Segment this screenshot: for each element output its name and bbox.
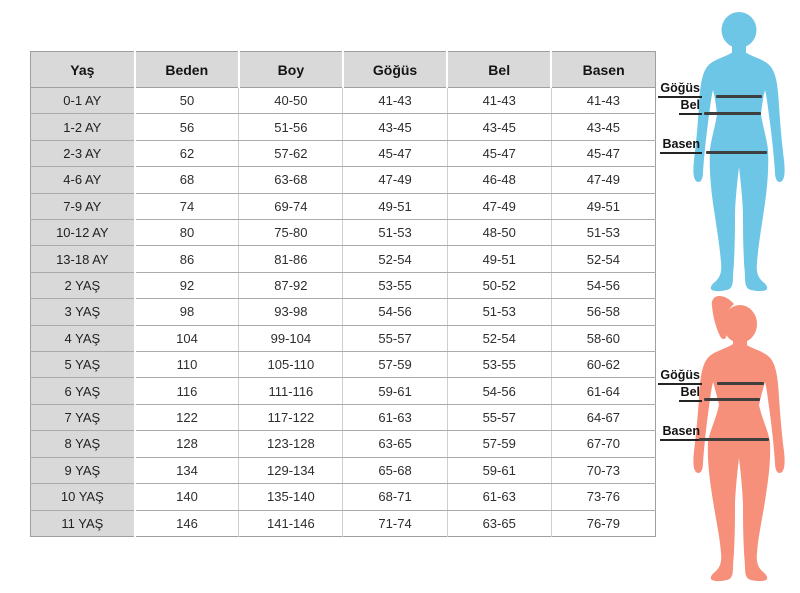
table-row <box>31 484 656 510</box>
table-row <box>31 246 656 272</box>
value-cell: 41-43 <box>343 88 447 114</box>
value-cell: 53-55 <box>447 352 551 378</box>
value-cell: 57-59 <box>447 431 551 457</box>
value-cell: 69-74 <box>239 193 343 219</box>
girl-hip-line <box>699 438 769 441</box>
value-cell: 61-64 <box>551 378 655 404</box>
value-cell: 80 <box>135 220 239 246</box>
value-cell: 62 <box>135 140 239 166</box>
table-row <box>31 510 656 537</box>
value-cell: 51-53 <box>447 299 551 325</box>
boy-hip-line <box>706 151 767 154</box>
value-cell: 68 <box>135 167 239 193</box>
table-row <box>31 325 656 351</box>
value-cell: 110 <box>135 352 239 378</box>
header-height: Boy <box>239 52 343 88</box>
value-cell: 93-98 <box>239 299 343 325</box>
value-cell: 53-55 <box>343 272 447 298</box>
size-table-header <box>31 52 656 88</box>
table-row <box>31 220 656 246</box>
boy-chest-line <box>716 95 762 98</box>
table-row <box>31 352 656 378</box>
value-cell: 47-49 <box>343 167 447 193</box>
age-cell: 10 YAŞ <box>31 484 135 510</box>
value-cell: 99-104 <box>239 325 343 351</box>
value-cell: 51-56 <box>239 114 343 140</box>
value-cell: 55-57 <box>343 325 447 351</box>
value-cell: 64-67 <box>551 404 655 430</box>
value-cell: 45-47 <box>551 140 655 166</box>
age-cell: 3 YAŞ <box>31 299 135 325</box>
value-cell: 92 <box>135 272 239 298</box>
table-row <box>31 140 656 166</box>
value-cell: 45-47 <box>343 140 447 166</box>
boy-hip-label: Basen <box>660 137 702 154</box>
value-cell: 122 <box>135 404 239 430</box>
age-cell: 11 YAŞ <box>31 510 135 537</box>
value-cell: 52-54 <box>343 246 447 272</box>
value-cell: 50-52 <box>447 272 551 298</box>
header-hip: Basen <box>551 52 655 88</box>
value-cell: 141-146 <box>239 510 343 537</box>
value-cell: 43-45 <box>551 114 655 140</box>
value-cell: 50 <box>135 88 239 114</box>
age-cell: 7-9 AY <box>31 193 135 219</box>
value-cell: 65-68 <box>343 457 447 483</box>
girl-chest-line <box>717 382 764 385</box>
value-cell: 123-128 <box>239 431 343 457</box>
value-cell: 129-134 <box>239 457 343 483</box>
value-cell: 146 <box>135 510 239 537</box>
table-row <box>31 167 656 193</box>
value-cell: 60-62 <box>551 352 655 378</box>
age-cell: 9 YAŞ <box>31 457 135 483</box>
header-chest: Göğüs <box>343 52 447 88</box>
boy-waist-line <box>704 112 761 115</box>
table-row <box>31 431 656 457</box>
value-cell: 61-63 <box>447 484 551 510</box>
value-cell: 51-53 <box>551 220 655 246</box>
girl-body <box>693 344 784 581</box>
value-cell: 81-86 <box>239 246 343 272</box>
boy-chest-label: Göğüs <box>658 81 702 98</box>
value-cell: 76-79 <box>551 510 655 537</box>
value-cell: 61-63 <box>343 404 447 430</box>
table-row <box>31 114 656 140</box>
value-cell: 46-48 <box>447 167 551 193</box>
value-cell: 51-53 <box>343 220 447 246</box>
value-cell: 58-60 <box>551 325 655 351</box>
value-cell: 74 <box>135 193 239 219</box>
girl-hip-label: Basen <box>660 424 702 441</box>
age-cell: 13-18 AY <box>31 246 135 272</box>
header-size: Beden <box>135 52 239 88</box>
value-cell: 45-47 <box>447 140 551 166</box>
age-cell: 0-1 AY <box>31 88 135 114</box>
value-cell: 47-49 <box>551 167 655 193</box>
value-cell: 59-61 <box>447 457 551 483</box>
boy-waist-label: Bel <box>679 98 702 115</box>
value-cell: 43-45 <box>447 114 551 140</box>
value-cell: 98 <box>135 299 239 325</box>
value-cell: 63-68 <box>239 167 343 193</box>
value-cell: 43-45 <box>343 114 447 140</box>
value-cell: 63-65 <box>447 510 551 537</box>
value-cell: 71-74 <box>343 510 447 537</box>
value-cell: 73-76 <box>551 484 655 510</box>
size-table-body <box>31 88 656 537</box>
value-cell: 75-80 <box>239 220 343 246</box>
table-row <box>31 457 656 483</box>
value-cell: 70-73 <box>551 457 655 483</box>
value-cell: 49-51 <box>343 193 447 219</box>
value-cell: 56-58 <box>551 299 655 325</box>
value-cell: 105-110 <box>239 352 343 378</box>
value-cell: 86 <box>135 246 239 272</box>
age-cell: 2 YAŞ <box>31 272 135 298</box>
header-age: Yaş <box>31 52 135 88</box>
value-cell: 111-116 <box>239 378 343 404</box>
value-cell: 41-43 <box>551 88 655 114</box>
girl-waist-label: Bel <box>679 385 702 402</box>
header-row <box>31 52 656 88</box>
age-cell: 10-12 AY <box>31 220 135 246</box>
value-cell: 59-61 <box>343 378 447 404</box>
age-cell: 7 YAŞ <box>31 404 135 430</box>
boy-silhouette <box>690 0 800 296</box>
value-cell: 54-56 <box>447 378 551 404</box>
value-cell: 48-50 <box>447 220 551 246</box>
value-cell: 52-54 <box>551 246 655 272</box>
boy-body <box>693 52 784 291</box>
value-cell: 56 <box>135 114 239 140</box>
table-row <box>31 299 656 325</box>
age-cell: 4 YAŞ <box>31 325 135 351</box>
value-cell: 49-51 <box>447 246 551 272</box>
age-cell: 2-3 AY <box>31 140 135 166</box>
value-cell: 117-122 <box>239 404 343 430</box>
age-cell: 1-2 AY <box>31 114 135 140</box>
girl-chest-label: Göğüs <box>658 368 702 385</box>
value-cell: 134 <box>135 457 239 483</box>
table-row <box>31 272 656 298</box>
value-cell: 54-56 <box>343 299 447 325</box>
girl-waist-line <box>704 398 760 401</box>
value-cell: 54-56 <box>551 272 655 298</box>
value-cell: 67-70 <box>551 431 655 457</box>
age-cell: 8 YAŞ <box>31 431 135 457</box>
value-cell: 135-140 <box>239 484 343 510</box>
value-cell: 128 <box>135 431 239 457</box>
table-row <box>31 404 656 430</box>
table-row <box>31 193 656 219</box>
value-cell: 57-59 <box>343 352 447 378</box>
age-cell: 6 YAŞ <box>31 378 135 404</box>
age-cell: 4-6 AY <box>31 167 135 193</box>
value-cell: 57-62 <box>239 140 343 166</box>
value-cell: 41-43 <box>447 88 551 114</box>
value-cell: 49-51 <box>551 193 655 219</box>
value-cell: 52-54 <box>447 325 551 351</box>
size-table <box>30 51 656 537</box>
value-cell: 68-71 <box>343 484 447 510</box>
value-cell: 47-49 <box>447 193 551 219</box>
value-cell: 104 <box>135 325 239 351</box>
table-row <box>31 378 656 404</box>
value-cell: 63-65 <box>343 431 447 457</box>
value-cell: 40-50 <box>239 88 343 114</box>
table-row <box>31 88 656 114</box>
header-waist: Bel <box>447 52 551 88</box>
age-cell: 5 YAŞ <box>31 352 135 378</box>
value-cell: 116 <box>135 378 239 404</box>
value-cell: 55-57 <box>447 404 551 430</box>
value-cell: 140 <box>135 484 239 510</box>
value-cell: 87-92 <box>239 272 343 298</box>
